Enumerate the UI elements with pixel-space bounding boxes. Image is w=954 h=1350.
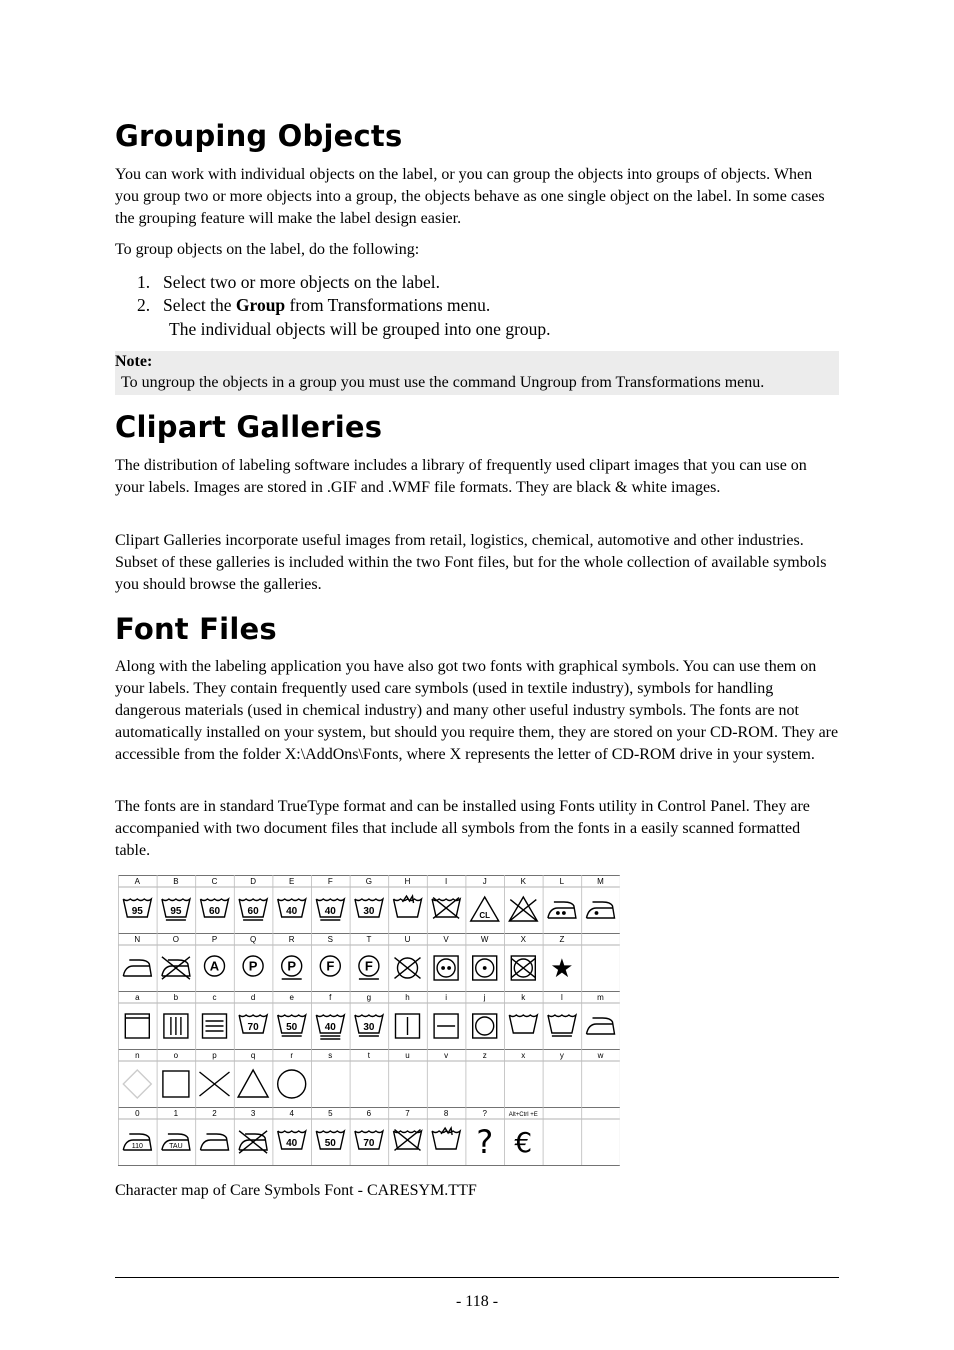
care-symbol-tub-hand-shape: [394, 899, 422, 917]
character-key: E: [289, 877, 295, 886]
character-key: p: [212, 1051, 217, 1060]
care-symbol-tub-40-plain-label: 40: [286, 1138, 298, 1149]
care-symbol-euro: €: [514, 1126, 533, 1159]
character-key: 4: [289, 1109, 294, 1118]
care-symbol-tub-30-label: 30: [363, 906, 375, 917]
care-symbol-iron-text: [162, 1134, 190, 1150]
character-key: j: [483, 993, 486, 1002]
character-key: O: [172, 935, 180, 944]
character-key: Alt+Ctrl +E: [508, 1112, 538, 1118]
care-symbol-iron-dot-dot: [595, 912, 597, 914]
care-symbol-tub-95: [123, 899, 151, 917]
character-key: 7: [405, 1109, 410, 1118]
note-box: [115, 351, 839, 395]
character-key: s: [328, 1051, 333, 1060]
care-symbol-iron-plain-shape: [587, 1018, 615, 1034]
character-key: a: [135, 993, 140, 1002]
care-symbol-tub-40-bar-label: 40: [324, 906, 336, 917]
care-symbol-question: ?: [476, 1123, 494, 1161]
care-symbol-square-circle-ring: [476, 1017, 494, 1035]
care-symbol-tub-40-plain: [278, 1131, 306, 1149]
care-symbol-circle-F: [320, 956, 340, 976]
care-symbol-square-circle-dots-ring: [437, 959, 455, 977]
character-key: U: [404, 935, 411, 944]
care-symbol-tub: [509, 1015, 537, 1033]
character-key: d: [250, 993, 256, 1002]
grouping-intro: You can work with individual objects on the label, or you can group the objects into groups of objects. When you group two or more objects into a group, the objects behave as one single object on the label. In some cases the grouping feature will make the label design easier.: [115, 166, 825, 227]
care-symbol-tub-30-bar: [355, 1015, 383, 1036]
care-symbol-square-circle-dots-dot: [448, 967, 450, 969]
care-symbol-tub-60-bar-label: 60: [247, 906, 259, 917]
step-2-subtext: The individual objects will be grouped into one group.: [169, 319, 551, 339]
character-key: z: [482, 1051, 487, 1060]
character-key: o: [173, 1051, 179, 1060]
care-symbol-tub-70-plain: [355, 1131, 383, 1149]
character-key: n: [135, 1051, 140, 1060]
care-symbol-tub-hand-hand: [403, 896, 414, 903]
character-key: X: [520, 935, 526, 944]
care-symbol-tub-50-plain: [316, 1131, 344, 1149]
care-symbol-circle: [278, 1070, 306, 1098]
note-body: To ungroup the objects in a group you must use the command Ungroup from Transformations menu.: [121, 374, 765, 391]
step-2: [115, 294, 839, 317]
care-symbol-tub-40: [278, 899, 306, 917]
care-symbol-tub-hand2-hand: [441, 1128, 452, 1135]
care-symbol-circle-A: [205, 956, 225, 976]
character-key: x: [521, 1051, 526, 1060]
care-symbol-tub-95-label: 95: [131, 906, 143, 917]
care-symbols-character-map: [118, 875, 620, 1167]
care-symbol-circle-F-letter: F: [326, 958, 335, 974]
character-key: I: [444, 877, 448, 886]
character-key: 5: [328, 1109, 333, 1118]
step-1: [115, 271, 839, 294]
step-2-text-post: from Transformations menu.: [285, 295, 491, 315]
care-symbol-triangle-cl-label: CL: [479, 911, 491, 920]
step-2-text-pre: Select the: [163, 295, 236, 315]
care-symbol-tub-60-bar: [239, 899, 267, 920]
step-2-number: 2.: [137, 295, 151, 315]
care-symbol-cross: [200, 1072, 230, 1096]
character-key: R: [288, 935, 295, 944]
care-symbol-triangle-cross-cross: [510, 900, 536, 921]
care-symbol-tub-40-label: 40: [286, 906, 298, 917]
heading-grouping-objects: Grouping Objects: [115, 119, 403, 153]
character-key: D: [250, 877, 256, 886]
character-key: w: [597, 1051, 604, 1060]
character-key: Z: [559, 935, 565, 944]
care-symbol-iron-text-label: TAU: [169, 1143, 183, 1150]
character-key: q: [250, 1051, 256, 1060]
care-symbol-tub-bar: [548, 1015, 576, 1036]
grouping-steps: [115, 271, 839, 341]
note-title: Note:: [115, 353, 153, 370]
care-symbol-iron-shape: [123, 960, 151, 976]
care-symbol-tub-95-bar: [162, 899, 190, 920]
character-key: L: [559, 877, 565, 886]
character-key: c: [212, 993, 217, 1002]
care-symbol-tub-40-dbar-label: 40: [324, 1022, 336, 1033]
care-symbol-iron-dots-dot: [557, 912, 559, 914]
character-key: t: [367, 1051, 371, 1060]
character-key: b: [173, 993, 179, 1002]
character-key: F: [327, 877, 333, 886]
care-symbol-circle-P-letter: P: [248, 958, 258, 974]
character-key: P: [211, 935, 218, 944]
step-2-text-bold: Group: [235, 295, 286, 315]
character-key: V: [443, 935, 449, 944]
character-map-grid: [118, 875, 620, 1167]
character-key: e: [289, 993, 294, 1002]
fonts-paragraph-2: The fonts are in standard TrueType format and can be installed using Fonts utility in Control Panel. They are accompanied with two document files that include all symbols from the fonts in a easily scanned formatted table.: [115, 798, 810, 859]
character-key: A: [134, 877, 140, 886]
care-symbol-iron-dots-shape: [548, 902, 576, 918]
fonts-paragraph-1: Along with the labeling application you have also got two fonts with graphical symbols. You can use them on your labels. They contain frequently used care symbols (used in textile industry), symbols for handling dangerous materials (used in chemical industry) and many other useful industry symbols. The fonts are not automatically installed on your system, but should you require them, they are stored on your CD-ROM. They are accessible from the folder X:\AddOns\Fonts, where X represents the letter of CD-ROM drive in your system.: [115, 658, 839, 763]
character-key: W: [480, 935, 489, 944]
character-key: 3: [250, 1109, 256, 1118]
care-symbol-tub-95-bar-label: 95: [170, 906, 182, 917]
character-key: G: [365, 877, 373, 886]
care-symbol-circle-F-bar-letter: F: [364, 958, 373, 974]
care-symbol-tub-cross-cross: [433, 898, 459, 919]
care-symbol-square-circle-dot-dot: [484, 967, 486, 969]
character-key: M: [597, 877, 604, 886]
step-1-number: 1.: [137, 272, 151, 292]
step-1-text: Select two or more objects on the label.: [163, 272, 441, 292]
character-key: J: [482, 877, 487, 886]
care-symbol-circle-F-bar: [359, 956, 379, 979]
care-symbol-tub-30-bar-label: 30: [363, 1022, 375, 1033]
care-symbol-circle-A-letter: A: [209, 958, 220, 974]
character-key: ?: [482, 1109, 487, 1118]
character-key: l: [561, 993, 563, 1002]
care-symbol-iron-text2-shape: [201, 1134, 229, 1150]
care-symbol-iron-dots-dot: [563, 912, 565, 914]
clipart-paragraph-2: Clipart Galleries incorporate useful images from retail, logistics, chemical, automotive and other industries. Subset of these galleries is included within the two Font files, but for the whole collection of available symbols you should browse the galleries.: [115, 532, 827, 593]
care-symbol-tub-60: [201, 899, 229, 917]
care-symbol-iron-text2: [201, 1134, 229, 1150]
character-key: m: [597, 993, 604, 1002]
character-key: y: [559, 1051, 564, 1060]
character-key: K: [520, 877, 526, 886]
page-number: - 118 -: [455, 1293, 499, 1310]
character-key: f: [329, 993, 332, 1002]
character-key: u: [405, 1051, 410, 1060]
care-symbol-tub-cross-bold-cross: [395, 1130, 421, 1151]
care-symbol-tub-shape: [509, 1015, 537, 1033]
care-symbol-circle-P-bar-letter: P: [287, 958, 297, 974]
character-key: C: [211, 877, 218, 886]
character-key: 6: [366, 1109, 372, 1118]
care-symbol-tub-70-plain-label: 70: [363, 1138, 375, 1149]
care-symbol-tub-50-bar: [278, 1015, 306, 1036]
care-symbol-tub-30: [355, 899, 383, 917]
character-key: S: [327, 935, 333, 944]
care-symbol-tub-50-bar-label: 50: [286, 1022, 298, 1033]
care-symbol-circle-P: [243, 956, 263, 976]
care-symbol-tub-bar-shape: [548, 1015, 576, 1033]
character-key: 8: [443, 1109, 449, 1118]
character-key: B: [173, 877, 179, 886]
character-key: h: [405, 993, 410, 1002]
care-symbol-tub-40-bar: [316, 899, 344, 920]
care-symbol-iron-110: [123, 1134, 151, 1150]
care-symbol-tub-hand: [394, 899, 422, 917]
heading-font-files: Font Files: [115, 612, 277, 646]
care-symbol-tub-50-plain-label: 50: [324, 1138, 336, 1149]
character-key: k: [521, 993, 526, 1002]
care-symbol-iron-dot: [587, 902, 615, 918]
character-key: T: [366, 935, 372, 944]
care-symbol-iron-plain: [587, 1018, 615, 1034]
care-symbol-tub-hand2: [432, 1131, 460, 1149]
care-symbol-iron-dot-shape: [587, 902, 615, 918]
character-map-caption: Character map of Care Symbols Font - CARESYM.TTF: [115, 1182, 477, 1199]
character-key: 0: [135, 1109, 140, 1118]
care-symbol-iron: [123, 960, 151, 976]
care-symbol-tub-40-dbar: [316, 1015, 344, 1039]
character-key: 1: [173, 1109, 179, 1118]
footer-rule: [115, 1277, 839, 1278]
care-symbol-diamond: [123, 1070, 151, 1098]
care-symbol-square-circle-dots-dot: [442, 967, 444, 969]
character-key: H: [404, 877, 411, 886]
care-symbol-iron-110-label: 110: [131, 1143, 143, 1150]
character-key: 2: [212, 1109, 217, 1118]
character-key: i: [445, 993, 447, 1002]
grouping-lead: To group objects on the label, do the following:: [115, 241, 420, 258]
heading-clipart-galleries: Clipart Galleries: [115, 410, 383, 444]
character-key: Q: [249, 935, 257, 944]
grid-lines: [118, 875, 620, 1166]
care-symbol-square: [163, 1071, 189, 1097]
character-key: g: [366, 993, 372, 1002]
care-symbol-tub-70: [239, 1015, 267, 1033]
character-key: v: [444, 1051, 449, 1060]
character-key: N: [134, 935, 141, 944]
care-symbol-tub-70-label: 70: [247, 1022, 259, 1033]
care-symbol-tub-60-label: 60: [208, 906, 221, 917]
care-symbol-triangle: [238, 1070, 268, 1097]
care-symbol-circle-P-bar: [282, 956, 302, 979]
clipart-paragraph-1: The distribution of labeling software includes a library of frequently used clipart images that you can use on your labels. Images are stored in .GIF and .WMF file formats. They are black & white images.: [115, 457, 807, 496]
care-symbol-star: ★: [550, 954, 574, 984]
care-symbol-iron-dots: [548, 902, 576, 918]
character-key: r: [290, 1051, 294, 1060]
care-symbol-tub-hand2-shape: [432, 1131, 460, 1149]
care-symbol-circle-cross-cross: [395, 958, 421, 979]
